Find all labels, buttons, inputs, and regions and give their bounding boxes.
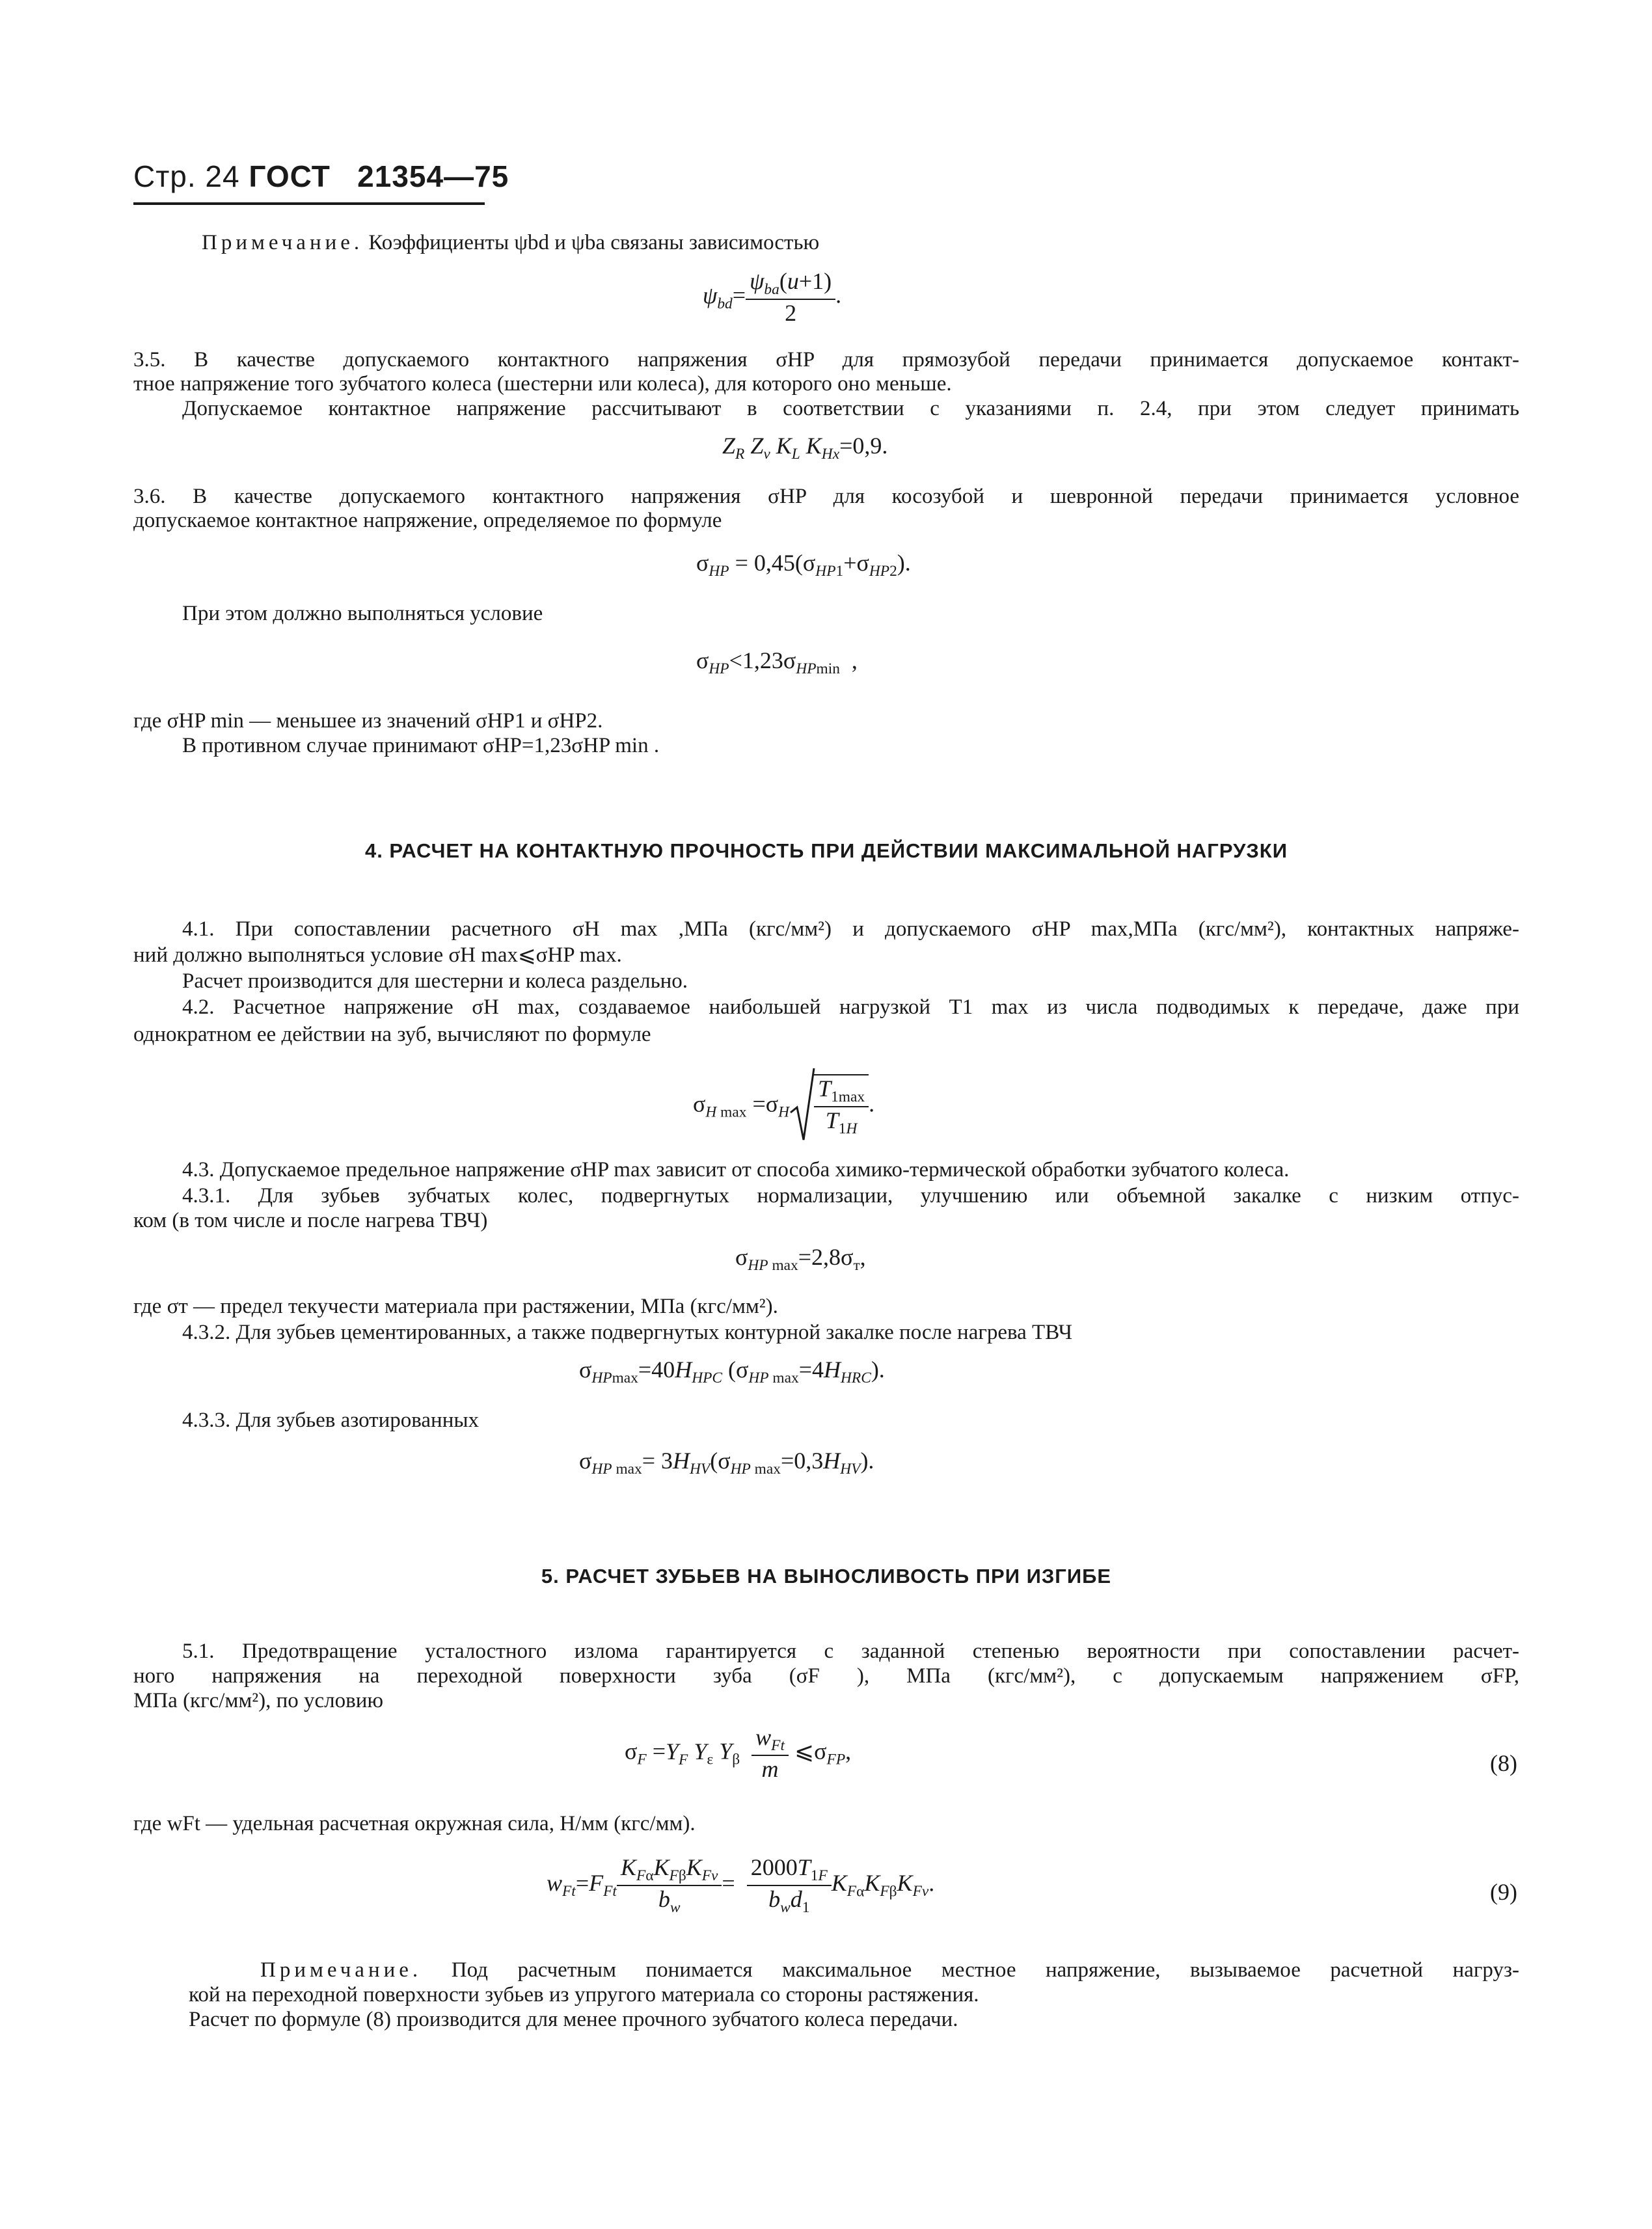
p35-line-a: 3.5. В качестве допускаемого контактного напряжения σHP для прямозубой передачи принимается допускаемое контакт- — [133, 348, 1519, 372]
p42-line-b: однократном ее действии на зуб, вычисляют по формуле — [133, 1023, 651, 1046]
note-2-line-c: Расчет по формуле (8) производится для менее прочного зубчатого колеса передачи. — [189, 2008, 958, 2031]
note-2-label: Примечание. — [260, 1958, 422, 1982]
p41-line-b: ний должно выполняться условие σH max⩽σHP max. — [133, 943, 622, 967]
note-1 — [202, 231, 819, 256]
formula-zr: $Z_R$ $Z_v$ $K_L$ $K_{Hx}=0,9$. — [722, 433, 888, 463]
p431-line-a: 4.3.1. Для зубьев зубчатых колес, подвергнутых нормализации, улучшению или объемной закалке с низким отпус- — [182, 1184, 1519, 1208]
standard-number: 21354—75 — [357, 159, 509, 193]
p42-line-a: 4.2. Расчетное напряжение σH max, создаваемое наибольшей нагрузкой T1 max из числа подводимых к передаче, даже при — [182, 995, 1519, 1019]
formula-condition: $\sigma_{HP}<1,23\sigma_{HPmin}$ , — [696, 647, 858, 678]
formula-hpmax-2: $\sigma_{HPmax}=40H_{HPC}$ $(\sigma_{HP max}=4H_{HRC})$. — [579, 1357, 885, 1387]
p433-line: 4.3.3. Для зубьев азотированных — [182, 1409, 480, 1432]
standard-label: ГОСТ — [249, 159, 331, 193]
note-1-label: Примечание. — [202, 231, 364, 254]
note-2-line-b: кой на переходной поверхности зубьев из упругого материала со стороны растяжения. — [189, 1983, 979, 2006]
equation-number-9: (9) — [1490, 1879, 1517, 1905]
note-1-text: Коэффициенты ψbd и ψba связаны зависимостью — [368, 231, 820, 254]
p432-line: 4.3.2. Для зубьев цементированных, а также подвергнутых контурной закалке после нагрева ТВЧ — [182, 1321, 1073, 1344]
p51-line-d: где wFt — удельная расчетная окружная сила, Н/мм (кгс/мм). — [133, 1812, 696, 1835]
p51-line-b: ного напряжения на переходной поверхности зуба (σF ), МПа (кгс/мм²), с допускаемым напряжением σFP, — [133, 1664, 1519, 1688]
p36-line-e: В противном случае принимают σHP=1,23σHP min . — [182, 734, 660, 757]
note-2-text: Под расчетным понимается максимальное местное напряжение, вызываемое расчетной нагруз- — [451, 1958, 1520, 1982]
section-4-heading: 4. РАСЧЕТ НА КОНТАКТНУЮ ПРОЧНОСТЬ ПРИ ДЕЙСТВИИ МАКСИМАЛЬНОЙ НАГРУЗКИ — [364, 839, 1288, 862]
p35-line-b: тное напряжение того зубчатого колеса (шестерни или колеса), для которого оно меньше. — [133, 372, 952, 396]
formula-sigma-hmax: $\sigma_{H max} =\sigma_H$ $\frac{T_{1max}}{T_{1H}}$ . — [693, 1067, 874, 1145]
formula-hpmax-1: $\sigma_{HP max}=2,8\sigma_т$, — [735, 1244, 866, 1275]
formula-shp: $\sigma_{HP} = 0,45(\sigma_{HP1}+\sigma_{HP2})$. — [696, 550, 911, 580]
page-label: Стр. 24 — [133, 159, 240, 193]
formula-9: $w_{Ft}=F_{Ft}$ $\frac{K_{F\alpha}K_{F\beta}K_{Fv}}{b_w}$ = $\frac{2000T_{1F}}{b_wd_1}$ $K_{F\alpha}K_{F\beta}K_{Fv}$. — [547, 1854, 935, 1917]
p41-line-a: 4.1. При сопоставлении расчетного σH max ,МПа (кгс/мм²) и допускаемого σHP max,МПа (кгс/мм²), контактных напряже- — [182, 917, 1519, 941]
page-header — [133, 159, 509, 194]
section-5-heading: 5. РАСЧЕТ ЗУБЬЕВ НА ВЫНОСЛИВОСТЬ ПРИ ИЗГИБЕ — [541, 1565, 1112, 1587]
p431-line-c: где σт — предел текучести материала при растяжении, МПа (кгс/мм²). — [133, 1295, 778, 1318]
p41-line-c: Расчет производится для шестерни и колеса раздельно. — [182, 969, 688, 993]
p35-line-c: Допускаемое контактное напряжение рассчитывают в соответствии с указаниями п. 2.4, при этом следует принимать — [182, 397, 1519, 420]
header-rule — [133, 202, 485, 205]
formula-psi-bd: $\psi_{bd}=$ $\frac{\psi_{ba}(u+1)}{2}$ . — [703, 268, 842, 327]
p36-line-a: 3.6. В качестве допускаемого контактного напряжения σHP для косозубой и шевронной передачи принимается условное — [133, 485, 1519, 508]
p431-line-b: ком (в том числе и после нагрева ТВЧ) — [133, 1209, 488, 1232]
equation-number-8: (8) — [1490, 1750, 1517, 1776]
p36-line-c: При этом должно выполняться условие — [182, 602, 543, 625]
p36-line-d: где σHP min — меньшее из значений σHP1 и σHP2. — [133, 709, 603, 733]
formula-hpmax-3: $\sigma_{HP max}= 3H_{HV}(\sigma_{HP max}=0,3H_{HV})$. — [579, 1448, 874, 1478]
note-2-line-a — [260, 1958, 1519, 1983]
p51-line-c: МПа (кгс/мм²), по условию — [133, 1689, 384, 1712]
p36-line-b: допускаемое контактное напряжение, определяемое по формуле — [133, 509, 722, 532]
formula-8: $\sigma_F =Y_F$ $Y_\varepsilon$ $Y_\beta$ $\frac{w_{Ft}}{m}$ $⩽\sigma_{FP}$, — [625, 1724, 852, 1783]
p43-line: 4.3. Допускаемое предельное напряжение σHP max зависит от способа химико-термической обработки зубчатого колеса. — [182, 1158, 1290, 1182]
p51-line-a: 5.1. Предотвращение усталостного излома гарантируется с заданной степенью вероятности при сопоставлении расчет- — [182, 1640, 1519, 1663]
